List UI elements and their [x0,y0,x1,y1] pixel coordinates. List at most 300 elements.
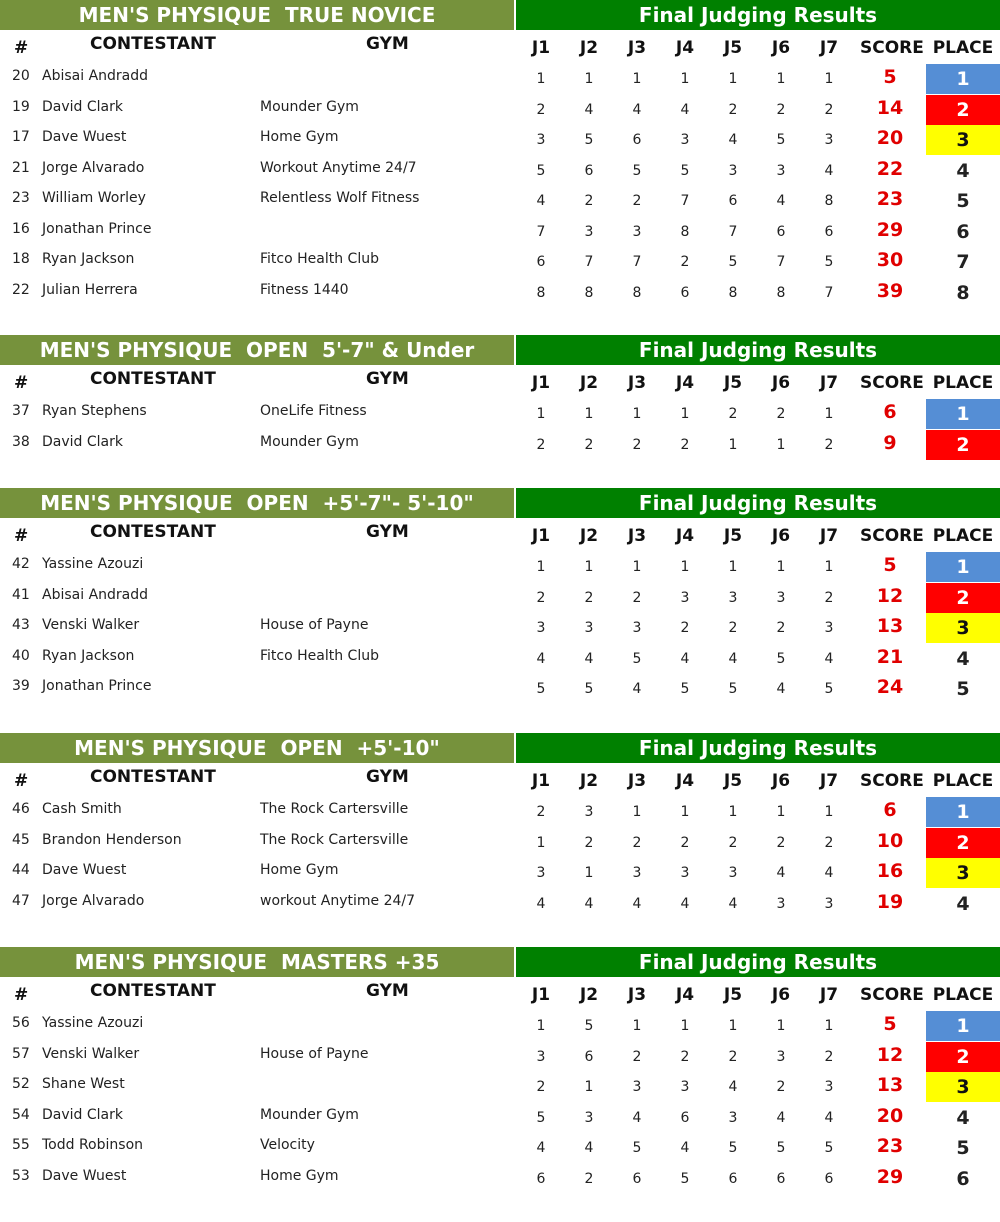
table-row [0,583,1000,614]
table-row [0,278,1000,309]
judge-score: 3 [776,1048,786,1065]
gym-name: Fitco Health Club [260,647,379,664]
judge-score: 2 [776,620,786,636]
header-place: PLACE [932,38,994,58]
header-place: PLACE [932,526,994,546]
judge-score: 5 [632,162,642,179]
total-score: 29 [876,218,904,241]
contestant-number: 18 [12,251,30,267]
judge-score: 2 [584,436,594,453]
table-row [0,1164,1000,1195]
contestant-number: 47 [12,892,30,909]
contestant-number: 43 [12,617,30,633]
header-score: SCORE [860,38,924,58]
header-judge-6: J6 [771,771,791,791]
header-judge-7: J7 [819,373,839,393]
contestant-number: 45 [12,831,30,848]
judge-score: 7 [776,254,786,270]
judge-score: 5 [632,1140,642,1156]
gym-name: House of Payne [260,617,369,633]
header-judge-3: J3 [627,38,647,58]
header-judge-7: J7 [819,985,839,1005]
placing: 3 [926,1072,1000,1102]
judge-score: 1 [824,71,834,87]
judge-score: 3 [824,132,834,148]
judge-score: 3 [632,1079,642,1095]
judge-score: 1 [776,436,786,453]
gym-name: Mounder Gym [260,433,359,450]
contestant-number: 21 [12,159,30,176]
judge-score: 6 [680,284,690,301]
header-num: # [14,373,29,393]
header-judge-6: J6 [771,526,791,546]
gym-name: The Rock Cartersville [260,831,409,848]
judge-score: 3 [776,162,786,179]
judge-score: 2 [536,804,546,820]
table-row [0,1133,1000,1164]
judge-score: 2 [824,834,834,851]
judge-score: 1 [632,406,642,422]
judge-score: 1 [536,1018,546,1034]
header-judge-4: J4 [675,38,695,58]
table-row [0,797,1000,828]
judge-score: 1 [536,559,546,575]
judge-score: 5 [776,132,786,148]
placing: 5 [956,678,970,700]
placing: 3 [926,858,1000,888]
gym-name: workout Anytime 24/7 [260,892,416,909]
column-header-row [0,763,1000,797]
total-score: 39 [876,279,904,302]
placing: 3 [926,125,1000,155]
judge-score: 6 [584,162,594,179]
header-num: # [14,526,29,546]
judge-score: 3 [632,865,642,881]
total-score: 21 [876,645,904,668]
judge-score: 3 [584,620,594,636]
header-judge-1: J1 [531,526,551,546]
judge-score: 1 [584,559,594,575]
judge-score: 5 [680,1170,690,1187]
total-score: 12 [876,1043,904,1066]
header-judge-1: J1 [531,771,551,791]
judge-score: 1 [584,1079,594,1095]
contestant-name: David Clark [42,433,123,450]
judge-score: 7 [728,223,738,240]
judge-score: 4 [824,650,834,667]
judge-score: 3 [824,620,834,636]
judge-score: 3 [584,1109,594,1126]
judge-score: 2 [680,834,690,851]
judge-score: 2 [536,1079,546,1095]
table-row [0,430,1000,461]
judge-score: 1 [680,559,690,575]
total-score: 23 [876,188,904,210]
judge-score: 3 [632,620,642,636]
header-judge-3: J3 [627,985,647,1005]
table-row [0,247,1000,278]
judge-score: 5 [824,254,834,270]
judge-score: 5 [728,1140,738,1156]
header-contestant: CONTESTANT [90,369,216,389]
total-score: 13 [876,1074,904,1096]
judge-score: 1 [824,406,834,422]
judge-score: 7 [824,284,834,301]
placing: 4 [956,1106,970,1129]
gym-name: Velocity [260,1137,315,1153]
contestant-number: 22 [12,281,30,298]
judge-score: 3 [584,804,594,820]
judge-score: 4 [632,895,642,912]
judge-score: 2 [536,436,546,453]
contestant-number: 40 [12,647,30,664]
table-row [0,125,1000,156]
judge-score: 4 [728,1079,738,1095]
header-judge-1: J1 [531,373,551,393]
table-row [0,217,1000,248]
header-contestant: CONTESTANT [90,34,216,54]
header-judge-3: J3 [627,526,647,546]
header-judge-4: J4 [675,526,695,546]
judge-score: 5 [728,681,738,697]
header-judge-2: J2 [579,526,599,546]
judge-score: 1 [824,1018,834,1034]
judge-score: 2 [680,620,690,636]
judge-score: 4 [536,895,546,912]
judge-score: 1 [536,834,546,851]
contestant-name: David Clark [42,98,123,115]
judge-score: 5 [536,162,546,179]
contestant-name: Brandon Henderson [42,831,182,848]
results-section [0,488,1000,705]
header-place: PLACE [932,985,994,1005]
header-judge-5: J5 [723,38,743,58]
judge-score: 3 [776,895,786,912]
total-score: 10 [876,829,904,852]
contestant-name: Venski Walker [42,617,140,633]
total-score: 20 [876,1104,904,1127]
placing: 4 [956,159,970,182]
judge-score: 1 [536,406,546,422]
column-header-row [0,365,1000,399]
judge-score: 3 [536,1048,546,1065]
results-section [0,733,1000,919]
judge-score: 2 [776,406,786,422]
judge-score: 5 [824,681,834,697]
judge-score: 6 [536,1170,546,1187]
header-judge-3: J3 [627,373,647,393]
placing: 4 [956,647,970,670]
judge-score: 1 [728,804,738,820]
header-judge-2: J2 [579,38,599,58]
results-title: Final Judging Results [516,733,1000,763]
judge-score: 4 [584,895,594,912]
judge-score: 3 [728,589,738,606]
section-banner [0,0,1000,30]
contestant-number: 16 [12,220,30,237]
contestant-name: David Clark [42,1106,123,1123]
judge-score: 1 [632,559,642,575]
gym-name: The Rock Cartersville [260,801,409,817]
judge-score: 2 [728,620,738,636]
judge-score: 5 [824,1140,834,1156]
contestant-name: Yassine Azouzi [42,1015,144,1031]
judge-score: 4 [584,101,594,118]
judge-score: 2 [584,1170,594,1187]
total-score: 29 [876,1165,904,1188]
judge-score: 1 [680,1018,690,1034]
judge-score: 1 [776,1018,786,1034]
contestant-name: Yassine Azouzi [42,556,144,572]
table-row [0,1072,1000,1103]
contestant-number: 37 [12,403,30,419]
results-section [0,335,1000,460]
judge-score: 2 [680,254,690,270]
judge-score: 7 [632,254,642,270]
judge-score: 1 [680,406,690,422]
judge-score: 4 [680,895,690,912]
total-score: 23 [876,1135,904,1157]
header-place: PLACE [932,373,994,393]
contestant-name: Ryan Jackson [42,251,135,267]
placing: 2 [926,430,1000,460]
header-judge-6: J6 [771,985,791,1005]
placing: 1 [926,797,1000,827]
judge-score: 2 [632,436,642,453]
header-num: # [14,771,29,791]
judge-score: 3 [776,589,786,606]
header-judge-3: J3 [627,771,647,791]
contestant-number: 52 [12,1076,30,1092]
judge-score: 6 [680,1109,690,1126]
category-title: MEN'S PHYSIQUE TRUE NOVICE [0,0,514,30]
contestant-name: Todd Robinson [42,1137,144,1153]
judge-score: 6 [776,223,786,240]
judge-score: 4 [776,865,786,881]
placing: 5 [956,190,970,212]
contestant-number: 39 [12,678,30,694]
table-row [0,1042,1000,1073]
section-banner [0,335,1000,365]
header-num: # [14,985,29,1005]
gym-name: Relentless Wolf Fitness [260,190,420,206]
judge-score: 1 [632,804,642,820]
judge-score: 1 [728,1018,738,1034]
placing: 2 [926,583,1000,613]
placing: 4 [956,892,970,915]
contestant-number: 56 [12,1015,30,1031]
judge-score: 2 [824,436,834,453]
judge-score: 1 [824,804,834,820]
total-score: 16 [876,860,904,882]
gym-name: Mounder Gym [260,1106,359,1123]
judge-score: 4 [824,162,834,179]
header-judge-5: J5 [723,985,743,1005]
header-contestant: CONTESTANT [90,981,216,1001]
contestant-number: 41 [12,586,30,603]
table-row [0,828,1000,859]
judge-score: 2 [680,436,690,453]
judge-score: 4 [584,1140,594,1156]
placing: 5 [956,1137,970,1159]
table-row [0,552,1000,583]
column-header-row [0,518,1000,552]
header-contestant: CONTESTANT [90,767,216,787]
judge-score: 8 [728,284,738,301]
judge-score: 1 [584,865,594,881]
judge-score: 2 [728,834,738,851]
placing: 2 [926,1042,1000,1072]
judge-score: 5 [680,162,690,179]
judge-score: 2 [536,101,546,118]
header-judge-5: J5 [723,373,743,393]
judge-score: 4 [680,101,690,118]
judge-score: 1 [584,71,594,87]
judge-score: 3 [680,589,690,606]
judge-score: 3 [632,223,642,240]
header-judge-6: J6 [771,38,791,58]
contestant-name: Dave Wuest [42,862,127,878]
gym-name: Home Gym [260,862,339,878]
contestant-name: Shane West [42,1076,125,1092]
table-row [0,95,1000,126]
total-score: 9 [883,431,897,454]
judge-score: 5 [536,1109,546,1126]
table-row [0,186,1000,217]
header-judge-4: J4 [675,373,695,393]
column-header-row [0,30,1000,64]
header-judge-6: J6 [771,373,791,393]
judge-score: 3 [824,1079,834,1095]
header-num: # [14,38,29,58]
placing: 2 [926,95,1000,125]
header-gym: GYM [366,522,409,542]
judge-score: 2 [776,834,786,851]
judge-score: 2 [824,1048,834,1065]
judge-score: 4 [536,650,546,667]
judge-score: 4 [776,681,786,697]
total-score: 14 [876,96,904,119]
contestant-number: 53 [12,1167,30,1184]
judge-score: 4 [632,101,642,118]
section-banner [0,488,1000,518]
judge-score: 1 [536,71,546,87]
header-score: SCORE [860,373,924,393]
judge-score: 2 [824,101,834,118]
judge-score: 2 [728,101,738,118]
header-judge-1: J1 [531,985,551,1005]
contestant-name: Dave Wuest [42,129,127,145]
total-score: 30 [876,249,904,271]
judge-score: 1 [728,559,738,575]
judge-score: 4 [536,1140,546,1156]
judge-score: 2 [632,589,642,606]
judge-score: 6 [824,1170,834,1187]
section-banner [0,733,1000,763]
judge-score: 6 [632,132,642,148]
header-place: PLACE [932,771,994,791]
judge-score: 4 [536,193,546,209]
header-score: SCORE [860,771,924,791]
judge-score: 4 [632,1109,642,1126]
judge-score: 6 [728,193,738,209]
contestant-number: 19 [12,98,30,115]
judge-score: 1 [632,71,642,87]
gym-name: Workout Anytime 24/7 [260,159,417,176]
table-row [0,156,1000,187]
placing: 1 [926,399,1000,429]
judge-score: 7 [680,193,690,209]
placing: 1 [926,64,1000,94]
judge-score: 1 [776,71,786,87]
judge-score: 5 [536,681,546,697]
header-judge-4: J4 [675,985,695,1005]
total-score: 5 [883,554,897,576]
total-score: 6 [883,799,897,821]
judge-score: 5 [584,132,594,148]
judge-score: 4 [824,865,834,881]
judge-score: 3 [536,865,546,881]
contestant-name: Abisai Andradd [42,586,149,603]
judge-score: 6 [536,254,546,270]
judge-score: 7 [584,254,594,270]
header-gym: GYM [366,34,409,54]
contestant-name: Jorge Alvarado [42,892,145,909]
contestant-number: 57 [12,1045,30,1062]
judge-score: 6 [824,223,834,240]
judge-score: 5 [728,254,738,270]
total-score: 12 [876,584,904,607]
contestant-number: 17 [12,129,30,145]
gym-name: Fitness 1440 [260,281,349,298]
header-judge-7: J7 [819,771,839,791]
total-score: 5 [883,66,897,88]
judge-score: 2 [776,101,786,118]
results-title: Final Judging Results [516,0,1000,30]
placing: 8 [956,281,970,304]
header-score: SCORE [860,526,924,546]
judge-score: 6 [728,1170,738,1187]
judge-score: 2 [728,406,738,422]
gym-name: Home Gym [260,1167,339,1184]
total-score: 22 [876,157,904,180]
results-title: Final Judging Results [516,947,1000,977]
table-row [0,613,1000,644]
judge-score: 6 [632,1170,642,1187]
contestant-name: Ryan Stephens [42,403,147,419]
gym-name: Mounder Gym [260,98,359,115]
contestant-name: Cash Smith [42,801,122,817]
header-contestant: CONTESTANT [90,522,216,542]
judge-score: 8 [584,284,594,301]
header-gym: GYM [366,767,409,787]
judge-score: 5 [776,1140,786,1156]
total-score: 19 [876,890,904,913]
results-section [0,947,1000,1194]
contestant-number: 55 [12,1137,30,1153]
contestant-name: Venski Walker [42,1045,140,1062]
table-row [0,399,1000,430]
table-row [0,64,1000,95]
judge-score: 4 [824,1109,834,1126]
header-judge-2: J2 [579,771,599,791]
header-judge-2: J2 [579,985,599,1005]
contestant-name: Jonathan Prince [42,220,152,237]
judge-score: 1 [632,1018,642,1034]
contestant-name: Julian Herrera [42,281,138,298]
judge-score: 1 [776,804,786,820]
category-title: MEN'S PHYSIQUE OPEN 5'-7" & Under [0,335,514,365]
